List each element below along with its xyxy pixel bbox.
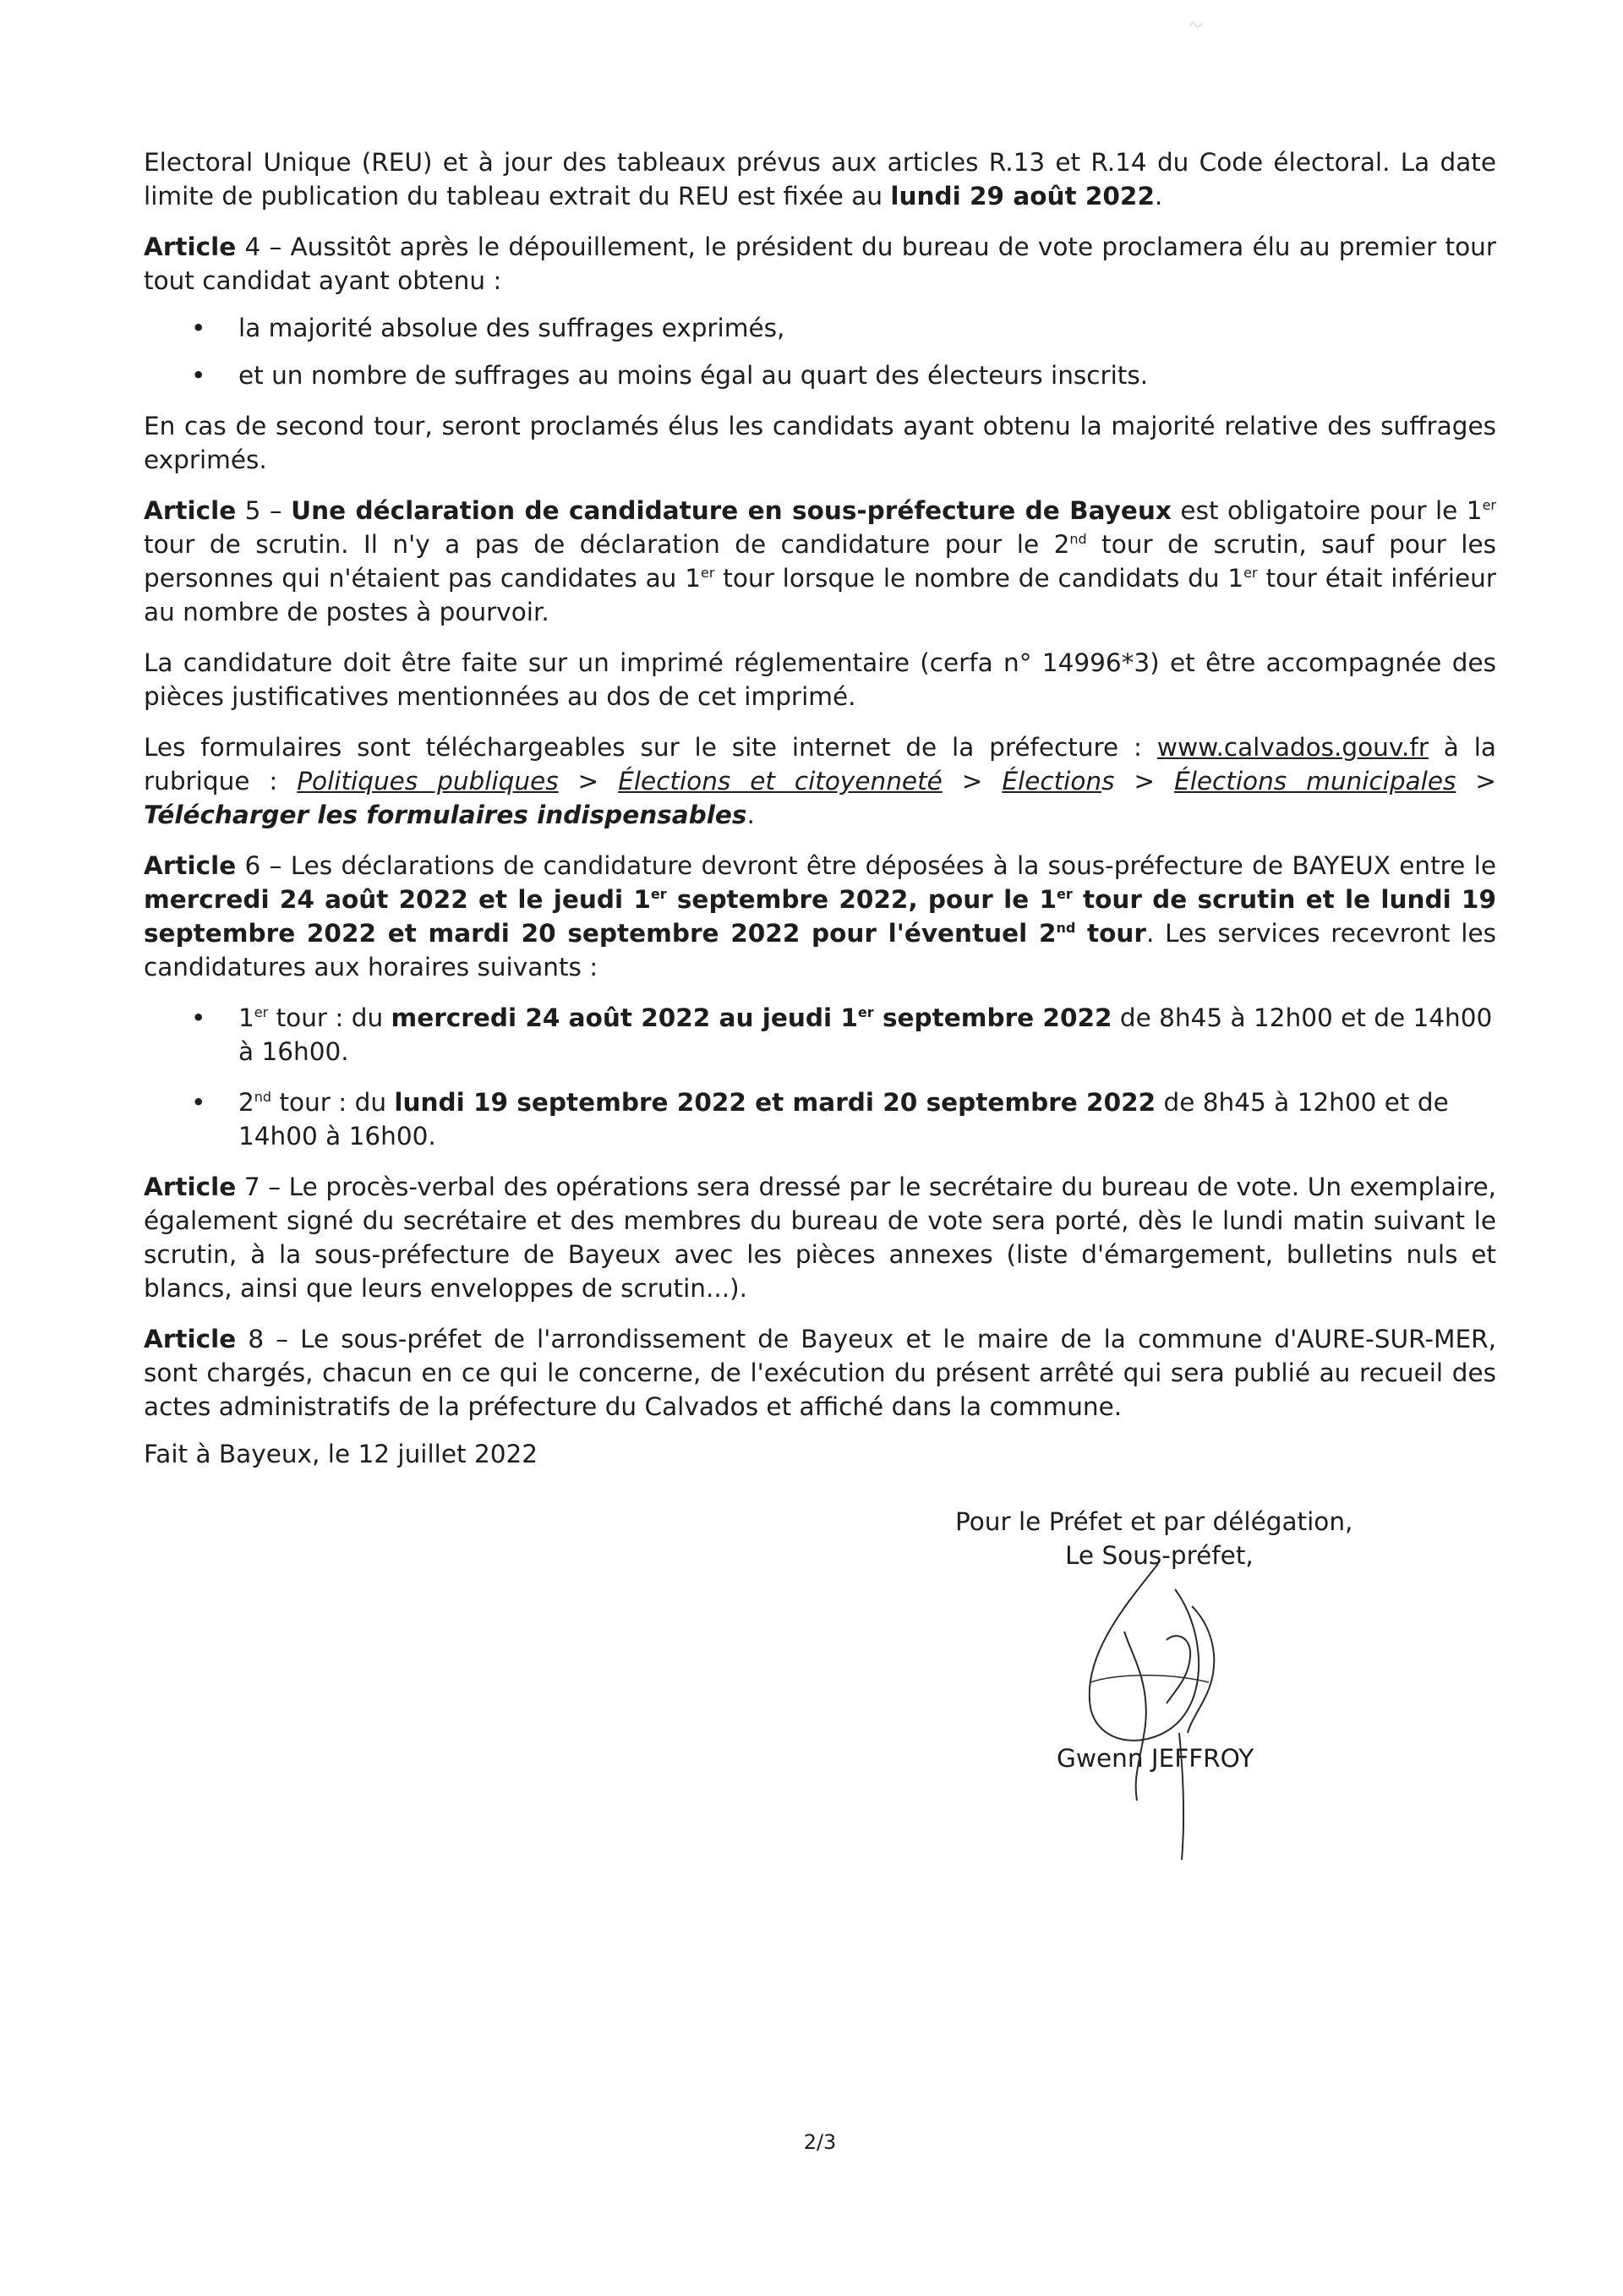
text: tour de scrutin et le lundi 19 septembre 2022 et mardi 20 septembre 2022 pour l'éventuel 2 xyxy=(144,885,1496,948)
superscript: er xyxy=(1243,565,1258,581)
text: 2 xyxy=(238,1088,254,1117)
article-3-continuation xyxy=(144,145,1496,213)
bullet-icon: • xyxy=(191,1088,206,1117)
list-item-text: la majorité absolue des suffrages exprimés, xyxy=(238,314,785,342)
text: septembre 2022 xyxy=(873,1003,1112,1032)
list-item-text: et un nombre de suffrages au moins égal au quart des électeurs inscrits. xyxy=(238,361,1149,390)
text: . xyxy=(1154,182,1163,210)
article-4-conditions xyxy=(144,311,1496,392)
superscript: er xyxy=(1482,497,1496,513)
breadcrumb-separator: > xyxy=(1456,767,1496,795)
superscript: er xyxy=(650,886,667,902)
article-text: Le procès-verbal des opérations sera dressé par le secrétaire du bureau de vote. Un exemplaire, également signé du secrétaire et des membres du bureau de vote sera porté, dès le lundi matin suivant le scrutin, à la sous-préfecture de Bayeux avec les pièces annexes (liste d'émargement, bulletins nuls et blancs, ainsi que leurs enveloppes de scrutin...). xyxy=(144,1173,1496,1303)
link-elections-citoyennete[interactable]: Élections et citoyenneté xyxy=(618,767,943,795)
download-forms-label: Télécharger les formulaires indispensables xyxy=(144,801,747,829)
article-number: 4 – xyxy=(236,232,291,261)
signatory-name: Gwenn JEFFROY xyxy=(1057,1744,1254,1773)
link-elections[interactable]: Élection xyxy=(1002,767,1102,795)
article-text: Aussitôt après le dépouillement, le président du bureau de vote proclamera élu au premier tour tout candidat ayant obtenu : xyxy=(144,232,1496,295)
delegation-line: Pour le Préfet et par délégation, xyxy=(955,1507,1353,1536)
bullet-icon: • xyxy=(191,361,206,390)
text: tour : du xyxy=(271,1088,395,1117)
text: tour de scrutin, sauf pour les personnes qui n'étaient pas candidates au 1 xyxy=(144,530,1496,593)
article-5-cerfa: La candidature doit être faite sur un imprimé réglementaire (cerfa n° 14996*3) et être accompagnée des pièces justificatives mentionnées au dos de cet imprimé. xyxy=(144,648,1496,711)
superscript: er xyxy=(1056,886,1073,902)
article-label: Article xyxy=(144,851,237,880)
text: de 8h45 à 12h00 et de 14h00 à 16h00. xyxy=(238,1003,1493,1066)
text: tour : du xyxy=(268,1003,391,1032)
link-politiques-publiques[interactable]: Politiques publiques xyxy=(297,767,559,795)
article-6 xyxy=(144,849,1496,984)
text: s xyxy=(1101,767,1115,795)
text: tour était inférieur au nombre de postes à pourvoir. xyxy=(144,564,1496,626)
superscript: er xyxy=(857,1004,874,1020)
link-elections-municipales[interactable]: Élections municipales xyxy=(1174,767,1456,795)
article-label: Article xyxy=(144,232,237,261)
text: . Les services recevront les candidatures aux horaires suivants : xyxy=(144,919,1496,981)
superscript: er xyxy=(701,565,715,581)
superscript: nd xyxy=(1069,531,1087,547)
text: Electoral Unique (REU) et à jour des tableaux prévus aux articles R.13 et R.14 du Code électoral. La date limite de publication du tableau extrait du REU est fixée au xyxy=(144,148,1496,210)
article-number: 5 – xyxy=(236,496,292,525)
signatory-title: Le Sous-préfet, xyxy=(1065,1541,1254,1570)
article-number: 8 – xyxy=(236,1325,301,1353)
text: 1 xyxy=(238,1003,254,1032)
article-label: Article xyxy=(144,1173,237,1201)
text: à la rubrique : xyxy=(144,733,1496,795)
breadcrumb-separator: > xyxy=(942,767,1003,795)
article-4-second-tour: En cas de second tour, seront proclamés élus les candidats ayant obtenu la majorité relative des suffrages exprimés. xyxy=(144,412,1496,474)
bullet-icon: • xyxy=(191,1003,206,1032)
superscript: nd xyxy=(1056,920,1076,936)
scan-mark-icon xyxy=(1189,17,1204,29)
article-text: Le sous-préfet de l'arrondissement de Bayeux et le maire de la commune d'AURE-SUR-MER, sont chargés, chacun en ce qui le concerne, de l'exécution du présent arrêté qui sera publié au recueil des actes administratifs de la préfecture du Calvados et affiché dans la commune. xyxy=(144,1325,1497,1421)
text: tour xyxy=(1075,919,1146,948)
list-item xyxy=(144,1085,1496,1153)
superscript: er xyxy=(254,1004,269,1020)
list-item xyxy=(144,358,1496,392)
article-label: Article xyxy=(144,496,237,525)
bullet-icon: • xyxy=(191,314,206,342)
text: est obligatoire pour le 1 xyxy=(1171,496,1483,525)
breadcrumb-separator: > xyxy=(1114,767,1175,795)
handwritten-signature xyxy=(1040,1555,1293,1877)
text: Les formulaires sont téléchargeables sur le site internet de la préfecture : xyxy=(144,733,1157,762)
text: tour lorsque le nombre de candidats du 1 xyxy=(714,564,1244,593)
article-6-schedule xyxy=(144,1001,1496,1153)
document-body xyxy=(144,145,1496,1424)
text: Les déclarations de candidature devront être déposées à la sous-préfecture de BAYEUX entre le xyxy=(290,851,1496,880)
text: de 8h45 à 12h00 et de 14h00 à 16h00. xyxy=(238,1088,1449,1151)
superscript: nd xyxy=(254,1089,272,1105)
article-number: 7 – xyxy=(236,1173,289,1201)
article-4 xyxy=(144,230,1496,298)
prefecture-website-link[interactable]: www.calvados.gouv.fr xyxy=(1156,733,1429,762)
text: mercredi 24 août 2022 et le jeudi 1 xyxy=(144,885,651,914)
article-number: 6 – xyxy=(236,851,291,880)
text: septembre 2022, pour le 1 xyxy=(666,885,1057,914)
text: tour de scrutin. Il n'y a pas de déclaration de candidature pour le 2 xyxy=(144,530,1070,559)
article-emphasis: Une déclaration de candidature en sous-préfecture de Bayeux xyxy=(291,496,1172,525)
article-7 xyxy=(144,1170,1496,1305)
place-and-date: Fait à Bayeux, le 12 juillet 2022 xyxy=(144,1440,538,1468)
breadcrumb-separator: > xyxy=(558,767,619,795)
text: mercredi 24 août 2022 au jeudi 1 xyxy=(391,1003,858,1032)
publication-date: lundi 29 août 2022 xyxy=(890,182,1155,210)
list-item xyxy=(144,311,1496,345)
article-5-forms xyxy=(144,730,1496,832)
text: lundi 19 septembre 2022 et mardi 20 septembre 2022 xyxy=(394,1088,1156,1117)
article-label: Article xyxy=(144,1325,237,1353)
article-5 xyxy=(144,494,1496,629)
article-8 xyxy=(144,1322,1496,1424)
list-item xyxy=(144,1001,1496,1069)
text: . xyxy=(746,801,755,829)
page-number: 2/3 xyxy=(803,2130,837,2154)
